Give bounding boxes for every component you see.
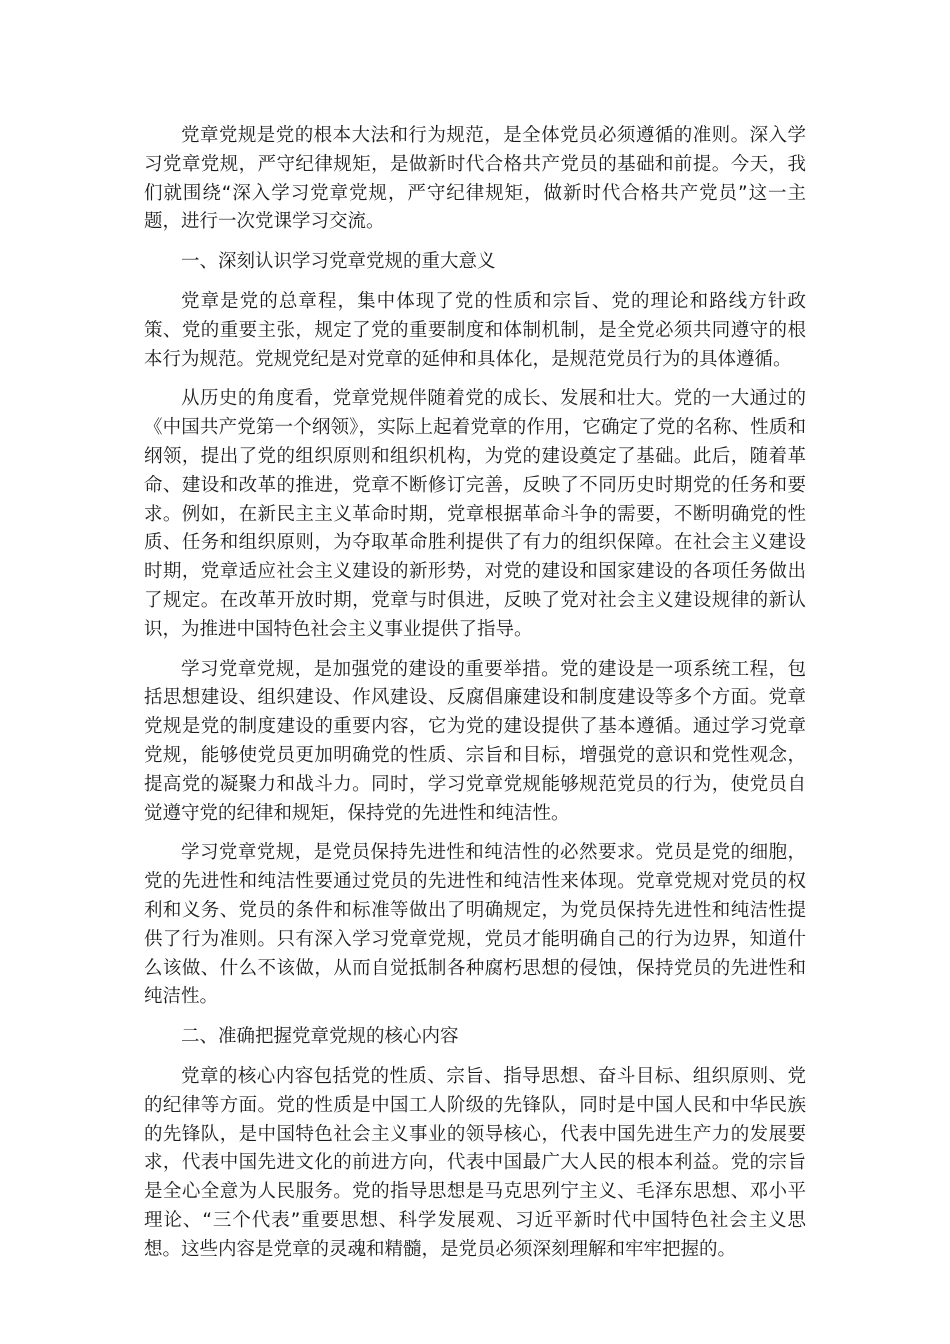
body-paragraph: 学习党章党规，是党员保持先进性和纯洁性的必然要求。党员是党的细胞，党的先进性和纯洁性要通过党员的先进性和纯洁性来体现。党章党规对党员的权利和义务、党员的条件和标准等做出了明确规定，为党员保持先进性和纯洁性提供了行为准则。只有深入学习党章党规，党员才能明确自己的行为边界，知道什么该做、什么不该做，从而自觉抵制各种腐朽思想的侵蚀，保持党员的先进性和纯洁性。 [144, 842, 806, 1008]
body-paragraph: 从历史的角度看，党章党规伴随着党的成长、发展和壮大。党的一大通过的《中国共产党第一个纲领》，实际上起着党章的作用，它确定了党的名称、性质和纲领，提出了党的组织原则和组织机构，为党的建设奠定了基础。此后，随着革命、建设和改革的推进，党章不断修订完善，反映了不同历史时期党的任务和要求。例如，在新民主主义革命时期，党章根据革命斗争的需要，不断明确党的性质、任务和组织原则，为夺取革命胜利提供了有力的组织保障。在社会主义建设时期，党章适应社会主义建设的新形势，对党的建设和国家建设的各项任务做出了规定。在改革开放时期，党章与时俱进，反映了党对社会主义建设规律的新认识，为推进中国特色社会主义事业提供了指导。 [144, 388, 806, 640]
body-paragraph: 党章的核心内容包括党的性质、宗旨、指导思想、奋斗目标、组织原则、党的纪律等方面。党的性质是中国工人阶级的先锋队，同时是中国人民和中华民族的先锋队，是中国特色社会主义事业的领导核心，代表中国先进生产力的发展要求，代表中国先进文化的前进方向，代表中国最广大人民的根本利益。党的宗旨是全心全意为人民服务。党的指导思想是马克思列宁主义、毛泽东思想、邓小平理论、“三个代表”重要思想、科学发展观、习近平新时代中国特色社会主义思想。这些内容是党章的灵魂和精髓，是党员必须深刻理解和牢牢把握的。 [144, 1065, 806, 1260]
section-heading-1: 一、深刻认识学习党章党规的重大意义 [181, 251, 496, 273]
body-paragraph: 学习党章党规，是加强党的建设的重要举措。党的建设是一项系统工程，包括思想建设、组织建设、作风建设、反腐倡廉建设和制度建设等多个方面。党章党规是党的制度建设的重要内容，它为党的建设提供了基本遵循。通过学习党章党规，能够使党员更加明确党的性质、宗旨和目标，增强党的意识和党性观念，提高党的凝聚力和战斗力。同时，学习党章党规能够规范党员的行为，使党员自觉遵守党的纪律和规矩，保持党的先进性和纯洁性。 [144, 658, 806, 824]
intro-paragraph: 党章党规是党的根本大法和行为规范，是全体党员必须遵循的准则。深入学习党章党规，严守纪律规矩，是做新时代合格共产党员的基础和前提。今天，我们就围绕“深入学习党章党规，严守纪律规矩，做新时代合格共产党员”这一主题，进行一次党课学习交流。 [144, 125, 806, 233]
body-paragraph: 党章是党的总章程，集中体现了党的性质和宗旨、党的理论和路线方针政策、党的重要主张，规定了党的重要制度和体制机制，是全党必须共同遵守的根本行为规范。党规党纪是对党章的延伸和具体化，是规范党员行为的具体遵循。 [144, 290, 806, 370]
section-heading-2: 二、准确把握党章党规的核心内容 [181, 1026, 459, 1048]
document-page [144, 122, 806, 1275]
